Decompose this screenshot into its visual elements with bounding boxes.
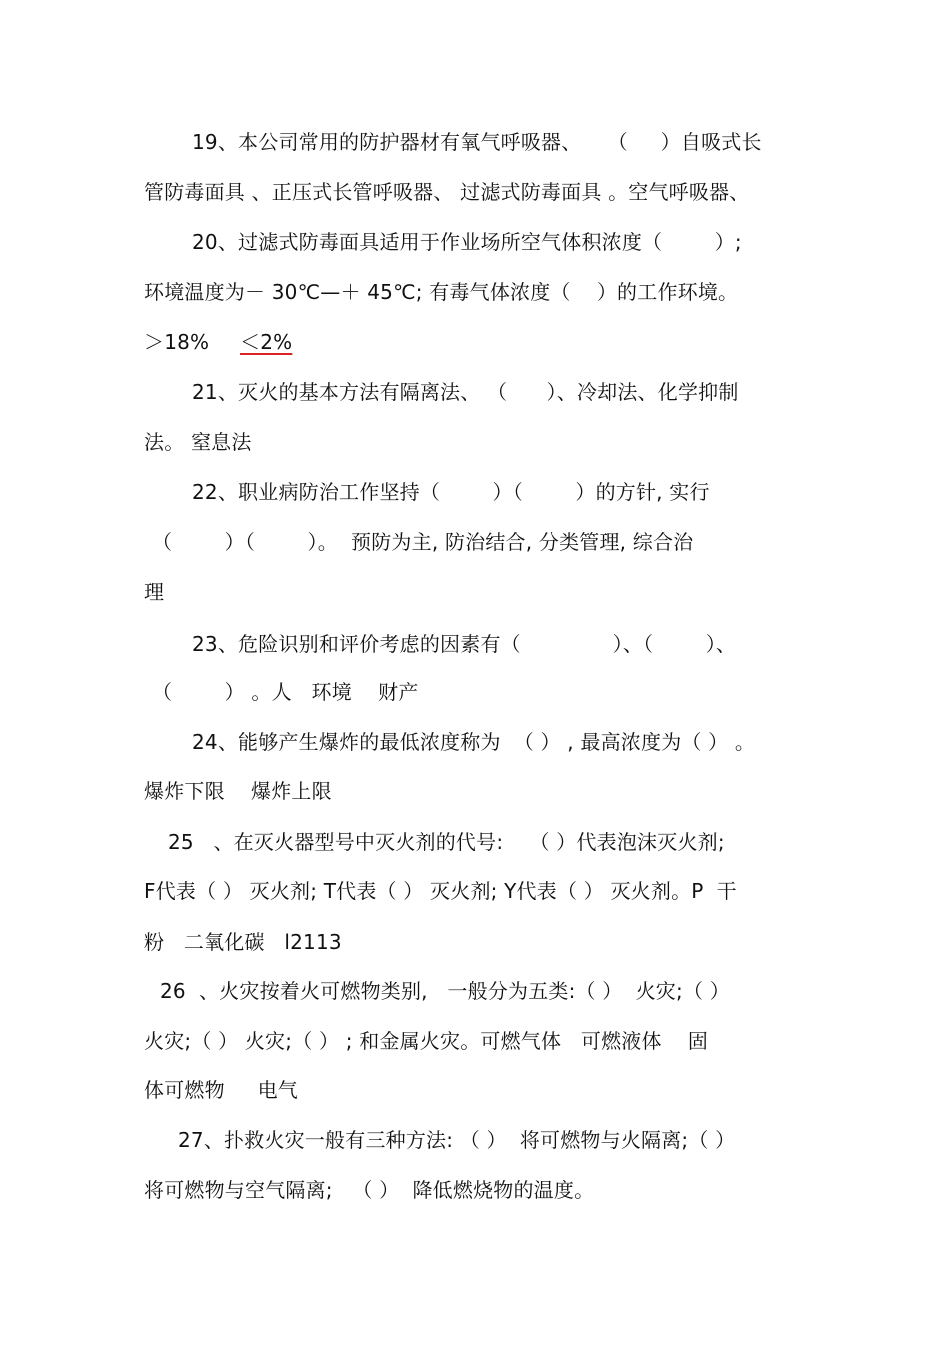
q26-line-3: 体可燃物 电气 xyxy=(144,1078,298,1102)
q19-line-2: 管防毒面具 、正压式长管呼吸器、 过滤式防毒面具 。空气呼吸器、 xyxy=(144,180,750,204)
q20-answer-2: ＜2% xyxy=(240,330,293,354)
q19-line-1: 19、本公司常用的防护器材有氧气呼吸器、 （ ）自吸式长 xyxy=(192,130,762,154)
q25-line-1: 25 、在灭火器型号中灭火剂的代号: （ ）代表泡沫灭火剂; xyxy=(168,830,725,854)
q20-line-2: 环境温度为－ 30℃—＋ 45℃; 有毒气体浓度（ ）的工作环境。 xyxy=(144,280,739,304)
q21-line-2: 法。 窒息法 xyxy=(144,430,252,454)
q23-line-2: （ ） 。人 环境 财产 xyxy=(152,680,419,704)
q27-line-1: 27、扑救火灾一般有三种方法: （ ） 将可燃物与火隔离;（ ） xyxy=(178,1128,736,1152)
q25-line-3: 粉 二氧化碳 l2113 xyxy=(144,930,342,954)
q20-answer-1: ＞18% xyxy=(144,330,210,354)
q22-line-2: （ ）（ ）。 预防为主, 防治结合, 分类管理, 综合治 xyxy=(152,530,694,554)
q22-line-3: 理 xyxy=(144,580,165,604)
q22-line-1: 22、职业病防治工作坚持（ ）（ ）的方针, 实行 xyxy=(192,480,710,504)
q26-line-2: 火灾;（ ） 火灾;（ ） ; 和金属火灾。可燃气体 可燃液体 固 xyxy=(144,1029,709,1053)
q24-line-2: 爆炸下限 爆炸上限 xyxy=(144,779,332,803)
q21-line-1: 21、灭火的基本方法有隔离法、 （ ）、冷却法、化学抑制 xyxy=(192,380,739,404)
q24-line-1: 24、能够产生爆炸的最低浓度称为 （ ） , 最高浓度为（ ） 。 xyxy=(192,730,756,754)
q23-line-1: 23、危险识别和评价考虑的因素有（ ）、（ ）、 xyxy=(192,632,737,656)
q20-line-1: 20、过滤式防毒面具适用于作业场所空气体积浓度（ ）; xyxy=(192,230,742,254)
q26-line-1: 26 、火灾按着火可燃物类别, 一般分为五类:（ ） 火灾;（ ） xyxy=(160,979,730,1003)
q27-line-2: 将可燃物与空气隔离; （ ） 降低燃烧物的温度。 xyxy=(144,1178,595,1202)
q25-line-2: F代表（ ） 灭火剂; T代表（ ） 灭火剂; Y代表（ ） 灭火剂。P 干 xyxy=(144,879,737,903)
